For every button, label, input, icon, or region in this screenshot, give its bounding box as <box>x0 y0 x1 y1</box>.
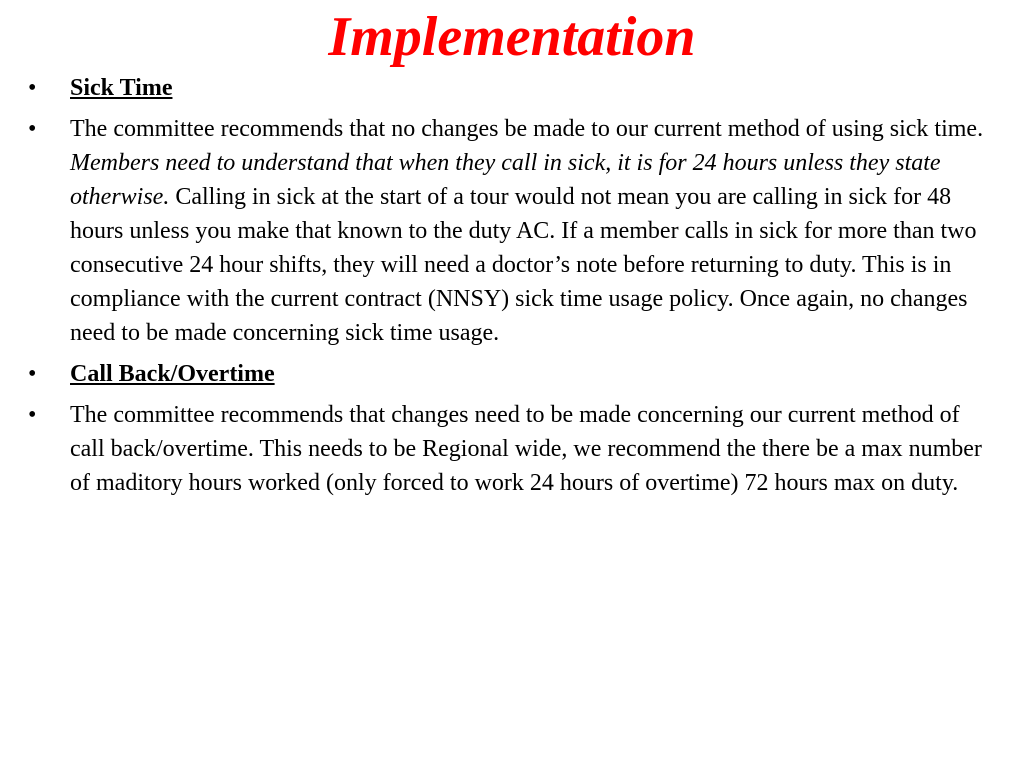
slide-title: Implementation <box>328 6 696 68</box>
bullet-dot-icon: • <box>28 402 37 428</box>
bullet-dot-icon: • <box>28 116 37 142</box>
bullet-call-back-heading <box>28 357 988 391</box>
bullet-sick-time-body <box>28 112 988 350</box>
paragraph-italic-text: Members need to understand that when they call in sick, it is for 24 hours unless they state otherwise. <box>70 150 941 210</box>
section-paragraph <box>70 398 988 500</box>
bullet-sick-time-heading <box>28 71 988 105</box>
paragraph-text: The committee recommends that changes need to be made concerning our current method of call back/overtime. This needs to be Regional wide, we recommend the there be a max number of maditory hours worked (only forced to work 24 hours of overtime) 72 hours max on duty. <box>70 402 982 496</box>
paragraph-text: Calling in sick at the start of a tour would not mean you are calling in sick for 48 hours unless you make that known to the duty AC. If a member calls in sick for more than two consecutive 24 hour shifts, they will need a doctor’s note before returning to duty. This is in compliance with the current contract (NNSY) sick time usage policy. Once again, no changes need to be made concerning sick time usage. <box>70 184 977 346</box>
section-heading: Sick Time <box>70 75 173 101</box>
paragraph-text: The committee recommends that no changes be made to our current method of using sick time. <box>70 116 984 142</box>
section-paragraph <box>70 112 988 350</box>
bullet-dot-icon: • <box>28 75 37 101</box>
bullet-call-back-body <box>28 398 988 500</box>
bullet-list <box>28 71 988 507</box>
section-heading: Call Back/Overtime <box>70 361 275 387</box>
bullet-dot-icon: • <box>28 361 37 387</box>
